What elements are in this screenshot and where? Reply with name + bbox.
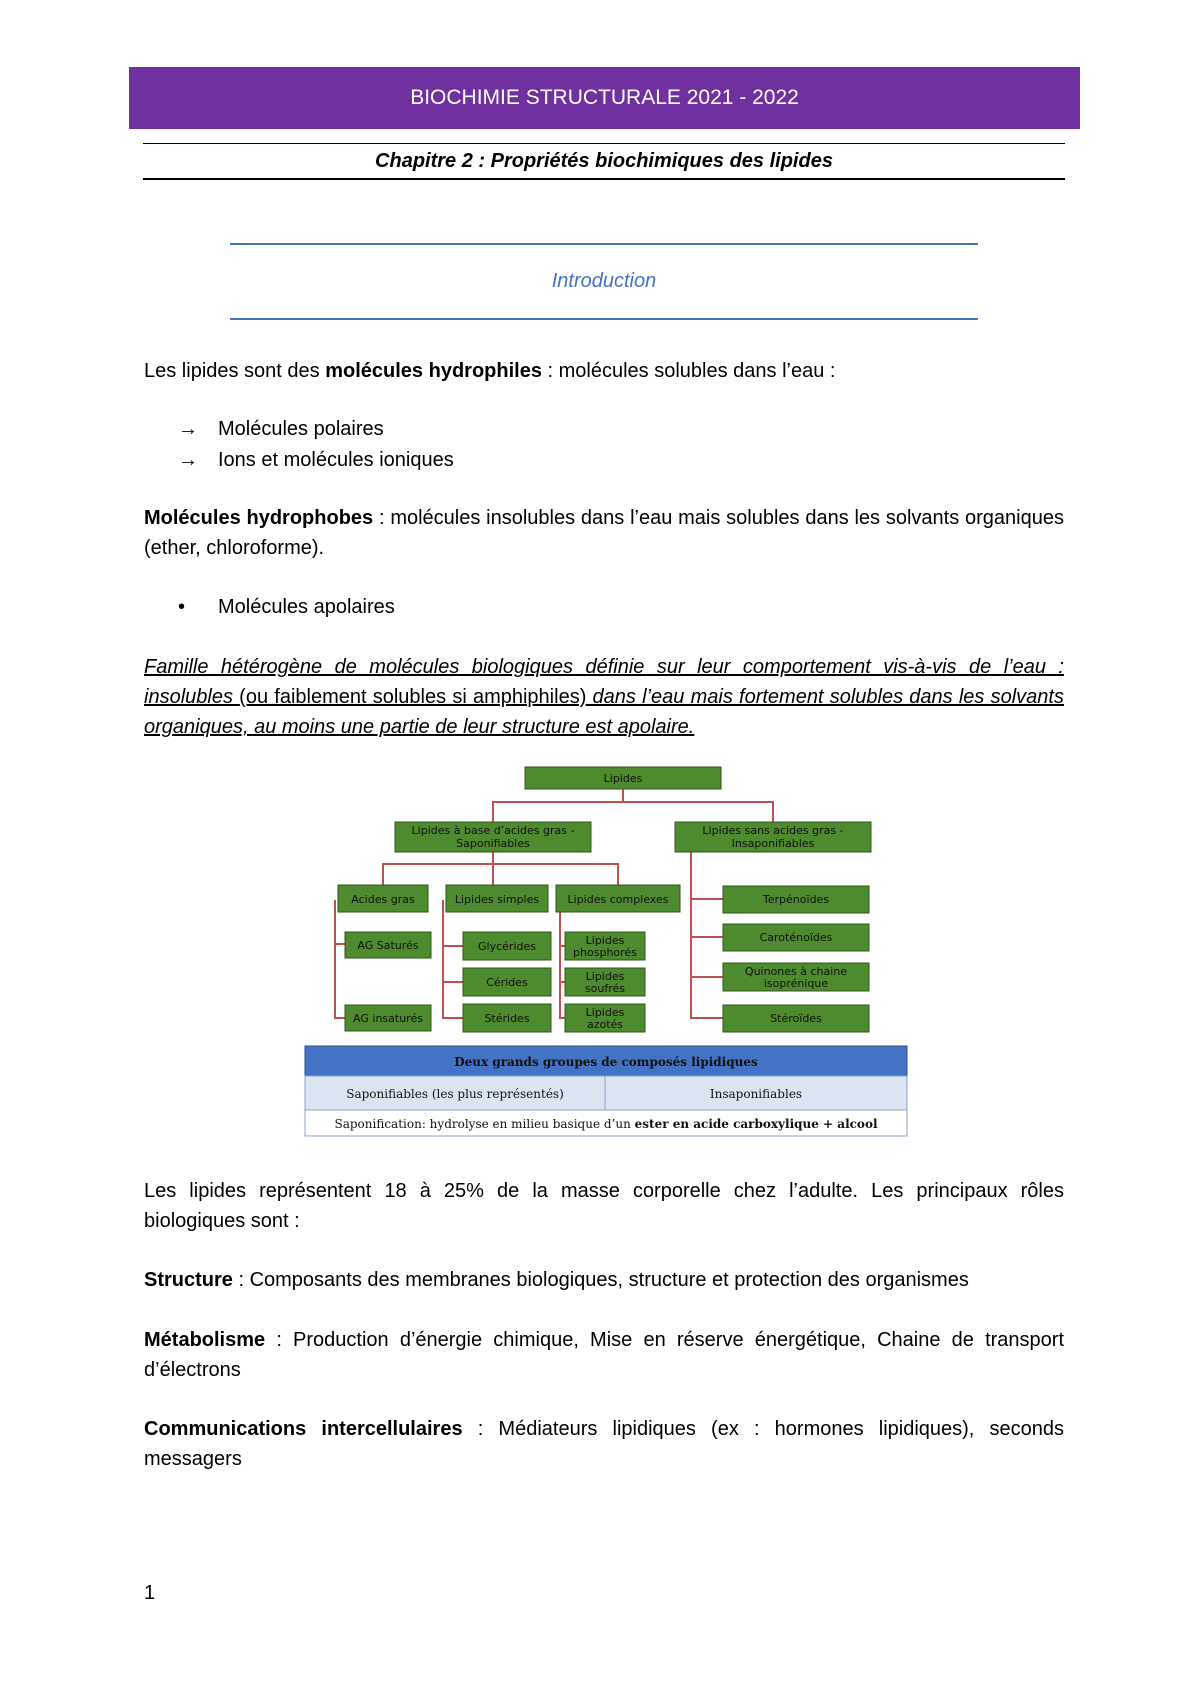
node-quinones: [723, 963, 869, 991]
node-label: Acides gras: [351, 893, 415, 906]
text-run: : molécules insolubles dans l’eau mais solubles dans les solvants organiques (ether, chloroforme).: [144, 507, 1064, 559]
node-label: Glycérides: [478, 940, 536, 953]
node-lipides-complexes: [556, 885, 680, 912]
text-run: : molécules solubles dans l’eau :: [541, 360, 836, 382]
lipid-groups-table: [305, 1046, 907, 1136]
table-cell: Insaponifiables: [709, 1087, 803, 1101]
node-label: Stérides: [484, 1012, 530, 1025]
node-lipides-phosphores: [565, 932, 645, 960]
node-lipides-simples: [446, 885, 548, 912]
role-label: Métabolisme: [144, 1329, 266, 1351]
node-label: Lipides complexes: [567, 893, 669, 906]
node-saponifiables: [395, 822, 591, 852]
chapter-title: Chapitre 2 : Propriétés biochimiques des lipides: [143, 143, 1065, 180]
node-cerides: [463, 968, 551, 996]
node-label: Terpénoïdes: [762, 893, 830, 906]
node-ag-insatures: [345, 1005, 431, 1031]
definition-paragraph: [144, 652, 1064, 742]
section-title: Introduction: [230, 243, 978, 320]
node-label: Caroténoïdes: [759, 931, 833, 944]
node-carotenoides: [723, 924, 869, 951]
node-label: Stéroïdes: [770, 1012, 822, 1025]
table-cell: Saponifiables (les plus représentés): [346, 1087, 564, 1101]
list-item: [178, 592, 395, 622]
node-label: Lipides sans acides gras -: [702, 824, 844, 837]
node-label: AG insaturés: [353, 1012, 423, 1025]
node-label: Lipides à base d’acides gras -: [411, 824, 575, 837]
node-glycerides: [463, 932, 551, 960]
list-item-text: Molécules apolaires: [218, 596, 395, 618]
bold-term: molécules hydrophiles: [325, 360, 542, 382]
table-footer: Saponification: hydrolyse en milieu basique d’un ester en acide carboxylique + alcool: [334, 1117, 878, 1131]
role-structure: [144, 1265, 1064, 1295]
node-label: isoprénique: [763, 977, 829, 990]
node-label: Lipides: [585, 1006, 625, 1019]
bold-term: Molécules hydrophobes: [144, 507, 374, 529]
role-text: : Composants des membranes biologiques, structure et protection des organismes: [232, 1269, 969, 1291]
list-item-text: Molécules polaires: [218, 418, 384, 440]
arrow-icon: →: [178, 418, 198, 440]
node-label: Cérides: [486, 976, 528, 989]
node-lipides: [525, 767, 721, 789]
node-label: phosphorés: [573, 946, 637, 959]
node-ag-satures: [345, 932, 431, 958]
node-label: soufrés: [584, 982, 626, 995]
list-item: [178, 445, 454, 475]
role-text: : Médiateurs lipidiques (ex : hormones lipidiques), seconds messagers: [144, 1418, 1064, 1470]
node-steroides: [723, 1005, 869, 1032]
node-acides-gras: [338, 885, 428, 912]
text-run: Les lipides sont des: [144, 360, 326, 382]
node-label: AG Saturés: [357, 939, 419, 952]
list-item-text: Ions et molécules ioniques: [218, 449, 454, 471]
role-label: Structure: [144, 1269, 233, 1291]
definition-text: Famille hétérogène de molécules biologiques définie sur leur comportement vis-à-vis de l’eau : insolubles: [144, 656, 1064, 708]
role-communications: [144, 1414, 1064, 1474]
list-item: [178, 414, 384, 444]
paragraph-hydrophobes: [144, 503, 1064, 563]
arrow-icon: →: [178, 449, 198, 471]
lipid-classification-figure: [303, 760, 909, 1140]
node-terpenoides: [723, 886, 869, 913]
node-label: Quinones à chaine: [744, 965, 848, 978]
definition-text: dans l’eau mais fortement solubles dans les solvants organiques, au moins une partie de leur structure est apolaire.: [144, 686, 1064, 738]
role-text: : Production d’énergie chimique, Mise en réserve énergétique, Chaine de transport d’électrons: [144, 1329, 1064, 1381]
node-label: Saponifiables: [456, 837, 530, 850]
node-sterides: [463, 1004, 551, 1032]
node-label: Lipides: [603, 772, 643, 785]
role-metabolisme: [144, 1325, 1064, 1385]
page-number: 1: [144, 1582, 156, 1604]
node-label: azotés: [586, 1018, 624, 1031]
node-label: Lipides simples: [454, 893, 540, 906]
node-insaponifiables: [675, 822, 871, 852]
node-label: Insaponifiables: [731, 837, 815, 850]
node-lipides-soufres: [565, 968, 645, 996]
node-label: Lipides: [585, 934, 625, 947]
definition-parenthetical: (ou faiblement solubles si amphiphiles): [239, 686, 587, 708]
paragraph-roles-intro: Les lipides représentent 18 à 25% de la masse corporelle chez l’adulte. Les principaux rôles biologiques sont :: [144, 1180, 1064, 1232]
table-title: Deux grands groupes de composés lipidiques: [454, 1055, 758, 1069]
node-label: Lipides: [585, 970, 625, 983]
role-label: Communications intercellulaires: [144, 1418, 463, 1440]
header-banner: BIOCHIMIE STRUCTURALE 2021 - 2022: [129, 67, 1080, 129]
paragraph-hydrophiles: [144, 356, 1064, 386]
bullet-icon: •: [178, 596, 186, 618]
node-lipides-azotes: [565, 1004, 645, 1032]
